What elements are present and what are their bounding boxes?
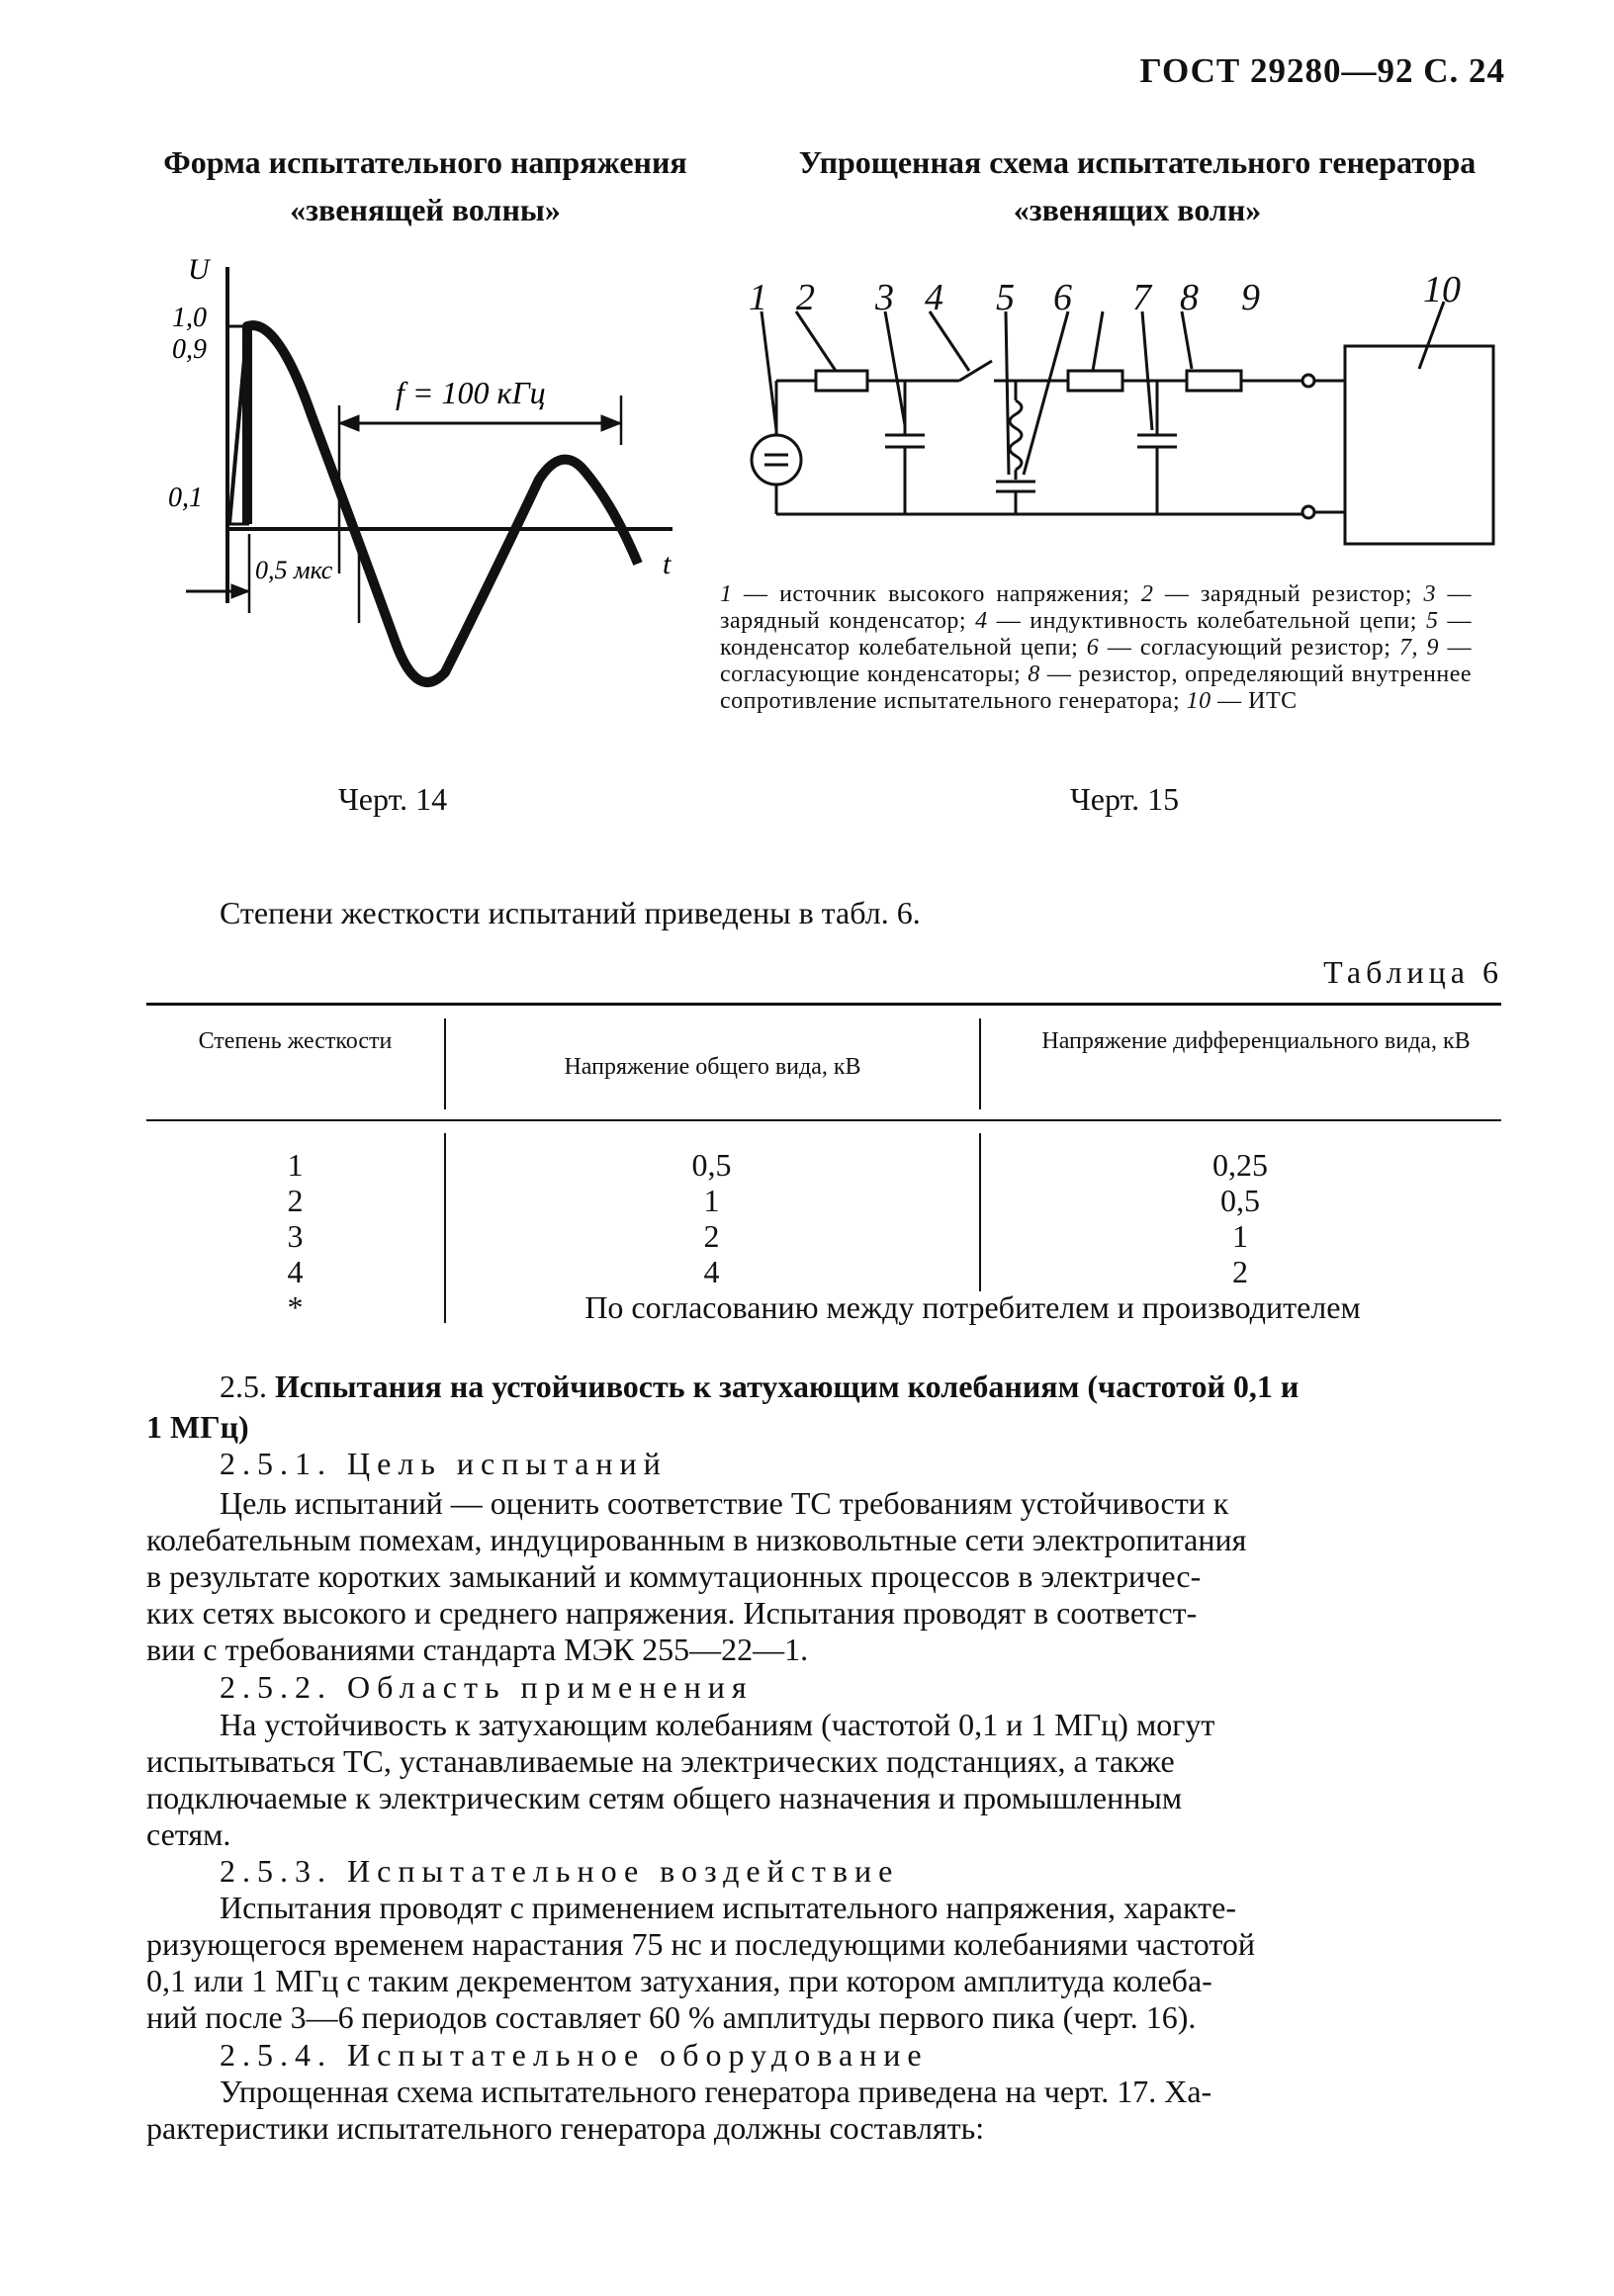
cell-level: 3 xyxy=(287,1218,304,1254)
cell-level: * xyxy=(287,1289,304,1325)
para2-line2: испытываться ТС, устанавливаемые на электрических подстанциях, а также xyxy=(146,1743,1175,1779)
legend-num-7-9: 7, 9 xyxy=(1398,635,1439,661)
legend-text-10: — ИТС xyxy=(1217,688,1298,714)
header-common-voltage: Напряжение общего вида, кВ xyxy=(564,1054,861,1080)
axis-u-label: U xyxy=(188,253,210,286)
table-row xyxy=(146,1289,1501,1325)
waveform-chart xyxy=(148,247,702,722)
table6-title: Таблица 6 xyxy=(1323,954,1503,990)
legend-text-7-9: — согласующие конденсаторы; xyxy=(720,635,1472,687)
table-row xyxy=(146,1254,1501,1289)
cell-diff: 1 xyxy=(1232,1218,1248,1254)
page-header: ГОСТ 29280—92 С. 24 xyxy=(1139,51,1505,90)
cell-common: 2 xyxy=(703,1218,720,1254)
cell-level: 4 xyxy=(287,1254,304,1289)
subsection-2-5-3: 2.5.3. Испытательное воздействие xyxy=(220,1853,900,1889)
legend-num-4: 4 xyxy=(975,608,988,634)
figure15-legend xyxy=(720,581,1472,715)
cell-diff: 2 xyxy=(1232,1254,1248,1289)
subsection-2-5-1: 2.5.1. Цель испытаний xyxy=(220,1446,668,1481)
section-2-5-title-a: Испытания на устойчивость к затухающим колебаниям (частотой 0,1 и xyxy=(275,1369,1300,1404)
para2-line3: подключаемые к электрическим сетям общего назначения и промышленным xyxy=(146,1780,1183,1815)
para3-line1: Испытания проводят с применением испытательного напряжения, характе- xyxy=(220,1890,1236,1925)
circuit-label-6: 6 xyxy=(1053,277,1072,318)
table-top-rule xyxy=(146,1003,1501,1006)
subsection-2-5-4: 2.5.4. Испытательное оборудование xyxy=(220,2037,929,2073)
circuit-label-1: 1 xyxy=(749,277,767,318)
para3-line2: ризующегося временем нарастания 75 нс и последующими колебаниями частотой xyxy=(146,1926,1255,1962)
legend-num-3: 3 xyxy=(1423,581,1436,607)
circuit-label-8: 8 xyxy=(1180,277,1199,318)
legend-num-6: 6 xyxy=(1086,635,1100,661)
circuit-label-2: 2 xyxy=(796,277,815,318)
cell-level: 2 xyxy=(287,1183,304,1218)
para1-line5: вии с требованиями стандарта МЭК 255—22—1. xyxy=(146,1632,809,1667)
table-row xyxy=(146,1183,1501,1218)
time-label: 0,5 мкс xyxy=(255,556,333,584)
tick-1-0: 1,0 xyxy=(172,303,207,333)
figure14-caption: Черт. 14 xyxy=(338,781,448,817)
cell-agreement: По согласованию между потребителем и производителем xyxy=(584,1289,1361,1325)
para1-line3: в результате коротких замыканий и коммутационных процессов в электричес- xyxy=(146,1558,1202,1594)
legend-num-5: 5 xyxy=(1425,608,1439,634)
para3-line3: 0,1 или 1 МГц с таким декрементом затухания, при котором амплитуда колеба- xyxy=(146,1963,1212,1998)
legend-text-5: — конденсатор колебательной цепи; xyxy=(720,608,1473,661)
legend-num-1: 1 xyxy=(720,581,733,607)
axis-t-label: t xyxy=(663,548,672,580)
para2-line4: сетям. xyxy=(146,1816,231,1852)
circuit-label-3: 3 xyxy=(875,277,894,318)
tick-0-9: 0,9 xyxy=(172,334,207,365)
legend-text-4: — индуктивность колебательной цепи; xyxy=(996,608,1417,634)
circuit-label-4: 4 xyxy=(925,277,943,318)
circuit-diagram xyxy=(727,262,1518,559)
legend-text-3: — зарядный конденсатор; xyxy=(720,581,1473,634)
para1-line4: ких сетях высокого и среднего напряжения. Испытания проводят в соответст- xyxy=(146,1595,1198,1631)
legend-num-8: 8 xyxy=(1028,662,1040,687)
table-header-rule xyxy=(146,1119,1501,1121)
cell-common: 1 xyxy=(703,1183,720,1218)
cell-level: 1 xyxy=(287,1147,304,1183)
para3-line4: ний после 3—6 периодов составляет 60 % амплитуды первого пика (черт. 16). xyxy=(146,1999,1197,2035)
figure14-title: Форма испытательного напряжения «звенящей волны» xyxy=(163,144,687,227)
section-2-5-number: 2.5. xyxy=(220,1369,267,1404)
circuit-label-10: 10 xyxy=(1423,269,1461,310)
figure15-title: Упрощенная схема испытательного генератора «звенящих волн» xyxy=(798,144,1477,227)
para4-line1: Упрощенная схема испытательного генератора приведена на черт. 17. Ха- xyxy=(220,2074,1212,2109)
table6-body xyxy=(146,1147,1501,1325)
cell-diff: 0,25 xyxy=(1212,1147,1268,1183)
table-intro: Степени жесткости испытаний приведены в табл. 6. xyxy=(220,895,921,930)
circuit-label-7: 7 xyxy=(1132,277,1151,318)
para1-line2: колебательным помехам, индуцированным в низковольтные сети электропитания xyxy=(146,1522,1247,1557)
legend-text-2: — зарядный резистор; xyxy=(1164,581,1412,607)
para4-line2: рактеристики испытательного генератора должны составлять: xyxy=(146,2110,985,2146)
cell-common: 4 xyxy=(703,1254,720,1289)
cell-common: 0,5 xyxy=(691,1147,732,1183)
para1-line1: Цель испытаний — оценить соответствие ТС требованиям устойчивости к xyxy=(220,1485,1229,1521)
legend-text-8: — резистор, определяющий внутреннее сопротивление испытательного генератора; xyxy=(720,662,1472,714)
table-header-divider-2 xyxy=(979,1018,981,1109)
subsection-2-5-2: 2.5.2. Область применения xyxy=(220,1669,754,1705)
frequency-label: f = 100 кГц xyxy=(396,375,546,410)
table-row xyxy=(146,1147,1501,1183)
circuit-label-9: 9 xyxy=(1241,277,1260,318)
figure15-caption: Черт. 15 xyxy=(1070,781,1180,817)
circuit-label-5: 5 xyxy=(996,277,1015,318)
section-2-5-title-b: 1 МГц) xyxy=(146,1409,249,1445)
header-diff-voltage: Напряжение дифференциального вида, кВ xyxy=(1041,1028,1471,1054)
table-row xyxy=(146,1218,1501,1254)
tick-0-1: 0,1 xyxy=(168,483,203,513)
section-2-5-title xyxy=(220,1369,1500,1405)
legend-text-1: — источник высокого напряжения; xyxy=(744,581,1130,607)
para2-line1: На устойчивость к затухающим колебаниям (частотой 0,1 и 1 МГц) могут xyxy=(220,1707,1215,1742)
legend-num-10: 10 xyxy=(1186,688,1211,714)
legend-num-2: 2 xyxy=(1140,581,1154,607)
header-level: Степень жесткости xyxy=(198,1028,393,1054)
legend-text-6: — согласующий резистор; xyxy=(1107,635,1391,661)
cell-diff: 0,5 xyxy=(1220,1183,1260,1218)
